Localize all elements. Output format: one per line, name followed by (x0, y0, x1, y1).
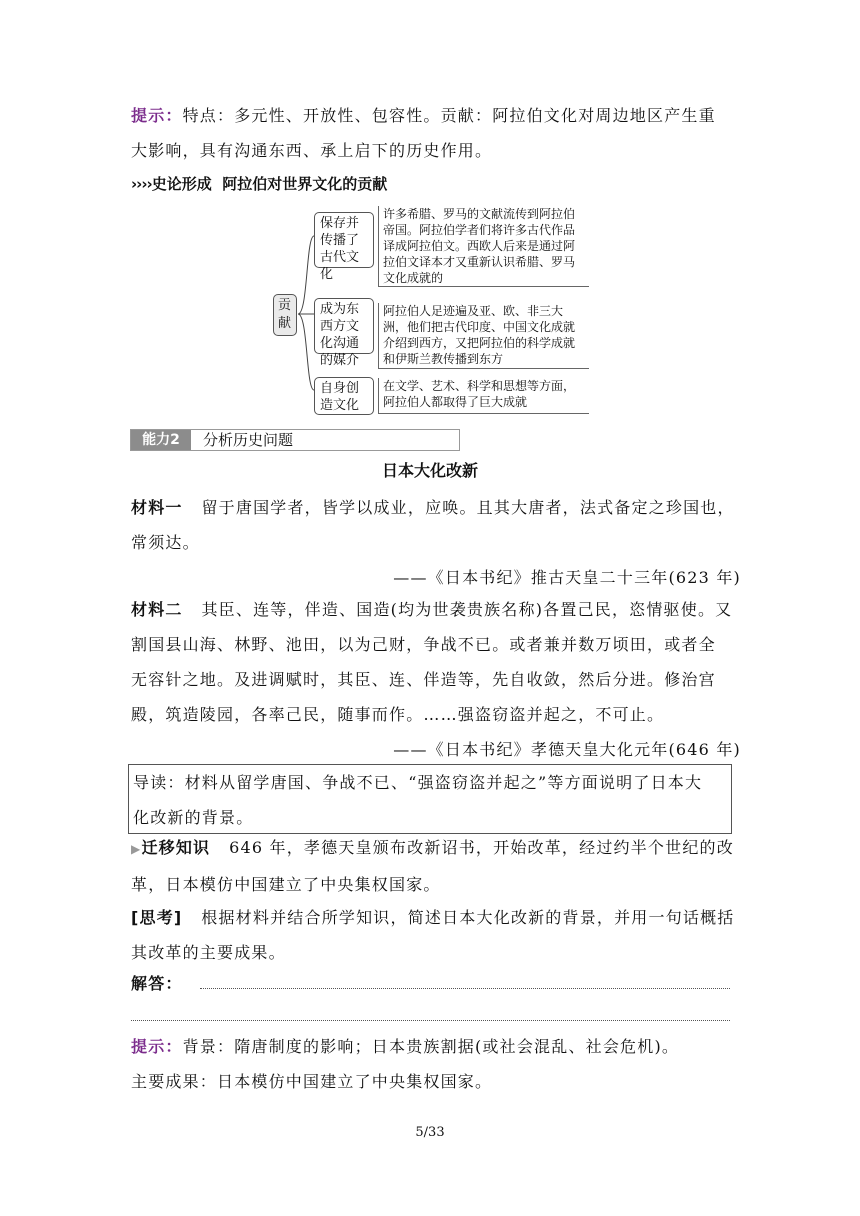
diagram-branch-2: 成为东西方文化沟通的媒介 (314, 298, 374, 354)
transfer-knowledge (131, 830, 741, 902)
ability-tag: 能力2 (131, 430, 191, 450)
material-text-line: 其臣、连等，伴造、国造(均为世袭贵族名称)各置己民，恣情驱使。又 (201, 600, 733, 619)
section-label: 史论形成 (151, 175, 212, 193)
section-title: 阿拉伯对世界文化的贡献 (222, 175, 388, 193)
material-text-line: 无容针之地。及进调赋时，其臣、连、伴造等，先自收敛，然后分进。修治宫 (131, 670, 716, 689)
guide-label: 导读： (133, 773, 185, 792)
answer-line-1[interactable] (200, 988, 730, 989)
material-2 (131, 592, 741, 767)
material-text-line: 殿，筑造陵园，各率己民，随事而作。……强盗窃盗并起之，不可止。 (131, 705, 665, 724)
think-label: [思考] (131, 908, 183, 927)
transfer-label: 迁移知识 (141, 838, 211, 857)
ability-title: 分析历史问题 (203, 431, 294, 449)
triangle-icon: ▶ (131, 842, 142, 856)
topic-title: 日本大化改新 (381, 461, 478, 480)
diagram-desc-1: 许多希腊、罗马的文献流传到阿拉伯帝国。阿拉伯学者们将许多古代作品译成阿拉伯文。西欧人后来是通过阿拉伯文译本才又重新认识希腊、罗马文化成就的 (378, 206, 589, 287)
diagram-desc-2: 阿拉伯人足迹遍及亚、欧、非三大洲，他们把古代印度、中国文化成就介绍到西方，又把阿拉伯的科学成就和伊斯兰教传播到东方 (378, 303, 589, 369)
diagram-root: 贡献 (273, 294, 297, 336)
answer-label: 解答： (131, 974, 183, 993)
guide-text-line: 化改新的背景。 (133, 808, 254, 827)
material-source: ——《日本书纪》推古天皇二十三年(623 年) (393, 568, 741, 587)
hint-text-line: 大影响，具有沟通东西、承上启下的历史作用。 (131, 141, 493, 160)
page-number: 5/33 (415, 1125, 445, 1140)
think-text-line: 其改革的主要成果。 (131, 943, 286, 962)
transfer-text-line: 646 年，孝德天皇颁布改新诏书，开始改革，经过约半个世纪的改 (229, 838, 734, 857)
hint-text-line: 背景：隋唐制度的影响；日本贵族割据(或社会混乱、社会危机)。 (182, 1037, 680, 1056)
hint-text-line: 主要成果：日本模仿中国建立了中央集权国家。 (131, 1072, 493, 1091)
transfer-text-line: 革，日本模仿中国建立了中央集权国家。 (131, 875, 441, 894)
material-text-line: 常须达。 (131, 533, 200, 552)
guide-box (128, 764, 732, 834)
think-question (131, 900, 741, 970)
hint-label: 提示： (131, 1037, 183, 1056)
arrows-icon: ›››› (131, 175, 152, 193)
diagram-desc-3: 在文学、艺术、科学和思想等方面，阿拉伯人都取得了巨大成就 (378, 378, 589, 414)
material-source: ——《日本书纪》孝德天皇大化元年(646 年) (393, 740, 741, 759)
contribution-diagram (272, 206, 592, 416)
material-label: 材料一 (131, 498, 183, 517)
hint-label: 提示： (131, 106, 183, 125)
material-1 (131, 490, 741, 595)
section-heading (131, 172, 387, 196)
hint-paragraph-2 (131, 1029, 741, 1099)
material-label: 材料二 (131, 600, 183, 619)
diagram-branch-3: 自身创造文化 (314, 377, 374, 415)
hint-text-line: 特点：多元性、开放性、包容性。贡献：阿拉伯文化对周边地区产生重 (182, 106, 716, 125)
material-text-line: 割国县山海、林野、池田，以为己财，争战不已。或者兼并数万顷田，或者全 (131, 635, 716, 654)
guide-text-line: 材料从留学唐国、争战不已、“强盗窃盗并起之”等方面说明了日本大 (184, 773, 703, 792)
hint-paragraph-1 (131, 98, 741, 168)
diagram-branch-1: 保存并传播了古代文化 (314, 212, 374, 268)
material-text-line: 留于唐国学者，皆学以成业，应唤。且其大唐者，法式备定之珍国也， (201, 498, 735, 517)
answer-line-2[interactable] (131, 1020, 730, 1021)
ability-banner (130, 429, 460, 451)
think-text-line: 根据材料并结合所学知识，简述日本大化改新的背景，并用一句话概括 (201, 908, 735, 927)
